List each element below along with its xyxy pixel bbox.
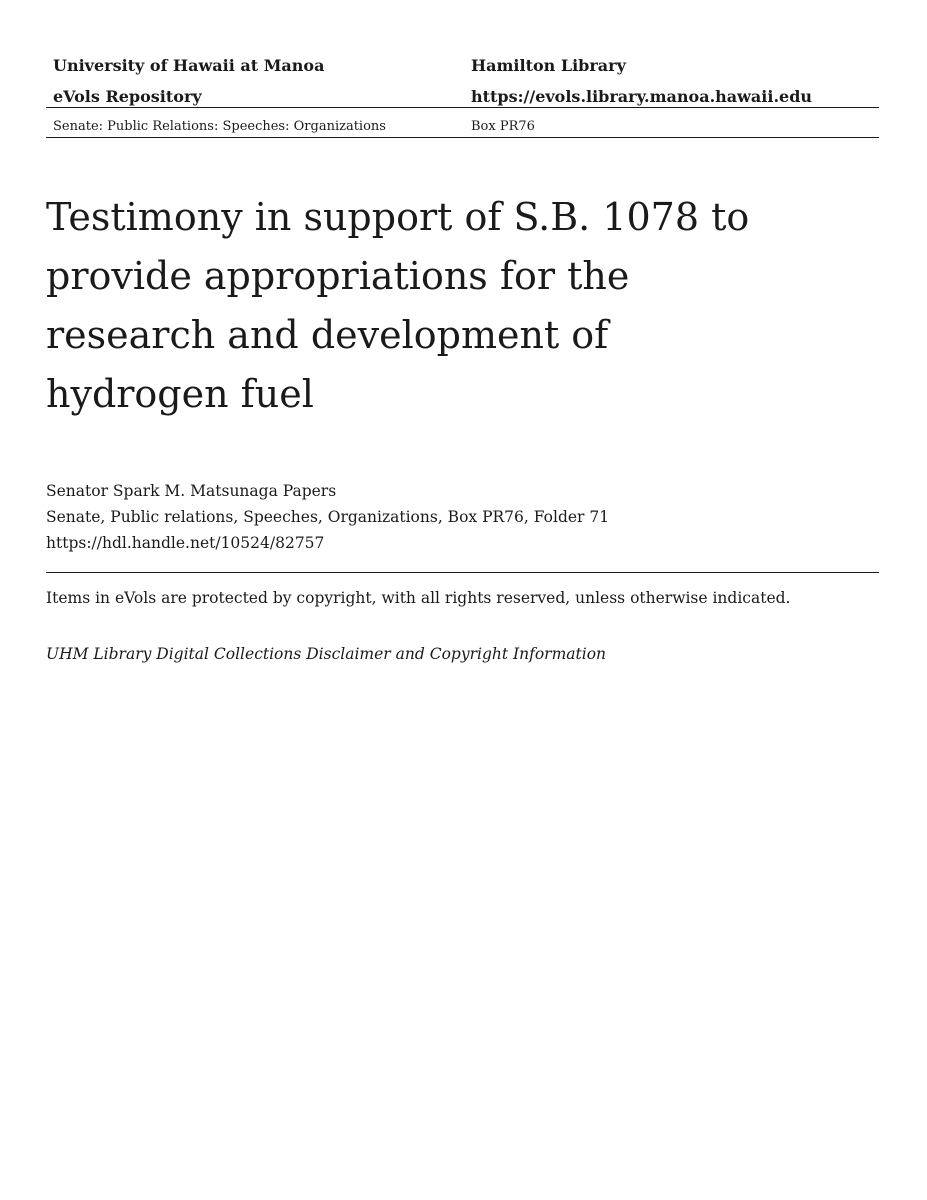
collection-path: Senate: Public Relations: Speeches: Organizations <box>53 119 386 134</box>
document-metadata <box>46 478 879 556</box>
subheader-divider <box>46 137 879 138</box>
library-name: Hamilton Library <box>471 56 626 75</box>
disclaimer-link[interactable]: UHM Library Digital Collections Disclaimer and Copyright Information <box>46 645 607 663</box>
metadata-divider <box>46 572 879 573</box>
rights-statement: Items in eVols are protected by copyright, with all rights reserved, unless otherwise indicated. <box>46 589 791 607</box>
repository-url[interactable]: https://evols.library.manoa.hawaii.edu <box>471 87 813 106</box>
header <box>46 52 879 114</box>
header-row-1 <box>46 52 879 83</box>
collection-name: Senator Spark M. Matsunaga Papers <box>46 482 337 500</box>
institution-name: University of Hawaii at Manoa <box>53 56 325 75</box>
repository-name: eVols Repository <box>53 87 202 106</box>
header-divider <box>46 107 879 108</box>
folder-location: Senate, Public relations, Speeches, Organizations, Box PR76, Folder 71 <box>46 508 610 526</box>
collection-row <box>46 116 879 138</box>
header-row-2 <box>46 83 879 114</box>
box-label: Box PR76 <box>471 119 535 134</box>
handle-link[interactable]: https://hdl.handle.net/10524/82757 <box>46 534 325 552</box>
document-title: Testimony in support of S.B. 1078 to provide appropriations for the research and development of hydrogen fuel <box>46 195 750 416</box>
document-page <box>46 0 879 1200</box>
